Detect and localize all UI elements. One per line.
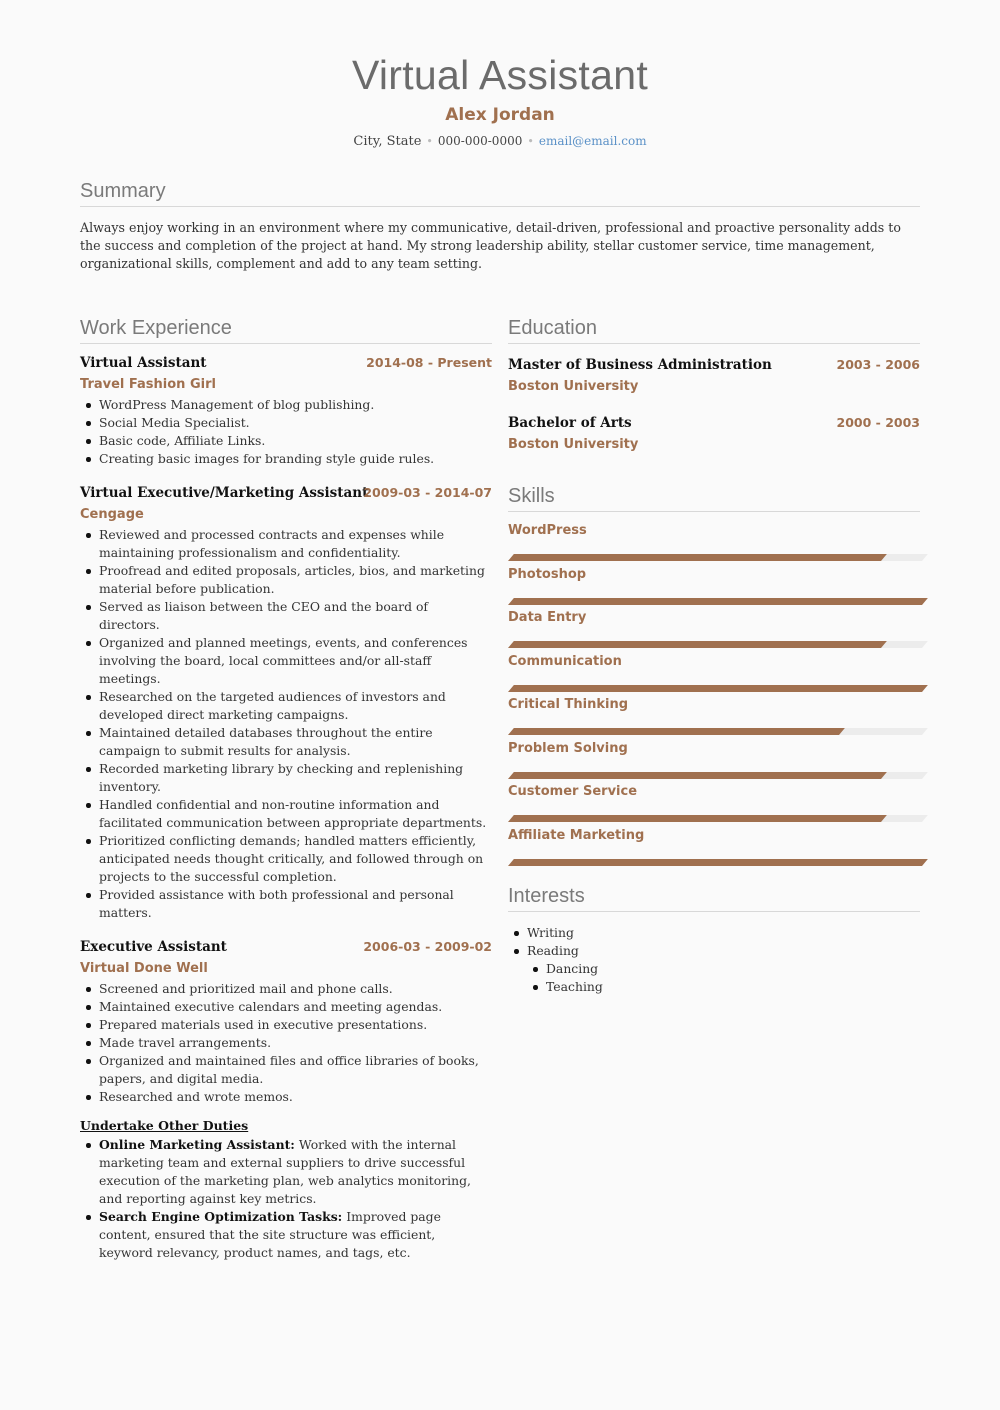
skill-entry — [508, 738, 920, 782]
job-bullet: Provided assistance with both professional and personal matters. — [99, 886, 492, 922]
summary-text: Always enjoy working in an environment where my communicative, detail-driven, professional and proactive personality adds to the success and completion of the project at hand. My strong leadership ability, stellar customer service, time management, organizational skills, complement and add to any team setting. — [80, 220, 901, 271]
company-name: Cengage — [80, 507, 144, 522]
interests-heading: Interests — [508, 884, 920, 912]
job-bullets — [80, 396, 492, 468]
other-duty-text: Improved page content, ensured that the site structure was efficient, keyword relevancy, product names, and tags, etc. — [99, 1209, 441, 1260]
education-entry — [508, 412, 920, 470]
job-bullet: Social Media Specialist. — [99, 414, 492, 432]
job-bullet: Maintained executive calendars and meeting agendas. — [99, 998, 492, 1016]
skill-entry — [508, 564, 920, 608]
job-bullets — [80, 526, 492, 922]
job-entry — [80, 352, 492, 468]
job-dates: 2009-03 - 2014-07 — [363, 485, 492, 500]
work-experience-section — [80, 352, 492, 1262]
skill-entry — [508, 607, 920, 651]
email-link[interactable]: email@email.com — [538, 134, 647, 148]
skill-name: Communication — [508, 653, 622, 669]
skill-entry — [508, 694, 920, 738]
interests-column-1 — [508, 924, 711, 960]
skills-section — [508, 520, 920, 868]
skill-bar-track — [508, 598, 928, 605]
job-bullet: Organized and planned meetings, events, and conferences involving the board, local committees and/or all-staff meetings. — [99, 634, 492, 688]
skill-bar-track — [508, 815, 928, 822]
skill-bar-track — [508, 728, 928, 735]
skill-name: WordPress — [508, 523, 587, 538]
job-title: Virtual Assistant — [80, 355, 207, 371]
job-bullet: Researched and wrote memos. — [99, 1088, 492, 1106]
degree-name: Master of Business Administration — [508, 357, 772, 373]
education-heading: Education — [508, 316, 920, 344]
other-duty-label: Search Engine Optimization Tasks: — [99, 1209, 343, 1224]
skill-bar-track — [508, 554, 928, 561]
skill-name: Critical Thinking — [508, 697, 629, 712]
other-duty-item — [99, 1208, 492, 1262]
interests-column-2 — [527, 960, 730, 996]
job-entry — [80, 936, 492, 1106]
job-bullet: Prepared materials used in executive presentations. — [99, 1016, 492, 1034]
education-section — [508, 354, 920, 470]
skill-bar-fill — [508, 641, 886, 648]
job-bullet: Creating basic images for branding style guide rules. — [99, 450, 492, 468]
skill-entry — [508, 781, 920, 825]
school-name: Boston University — [508, 379, 639, 394]
separator-dot: • — [527, 135, 534, 148]
summary-heading: Summary — [80, 179, 920, 207]
skill-bar-fill — [508, 685, 928, 692]
other-duties-list — [80, 1136, 492, 1262]
job-bullet: Basic code, Affiliate Links. — [99, 432, 492, 450]
person-name: Alex Jordan — [445, 105, 555, 125]
education-entry — [508, 354, 920, 412]
skill-bar-fill — [508, 815, 886, 822]
skill-bar-fill — [508, 554, 886, 561]
job-bullet: Screened and prioritized mail and phone calls. — [99, 980, 492, 998]
skill-bar-track — [508, 641, 928, 648]
interest-item: Reading — [527, 942, 711, 960]
skill-bar-track — [508, 685, 928, 692]
job-list — [80, 352, 492, 1106]
interest-item: Dancing — [546, 960, 730, 978]
job-bullet: Served as liaison between the CEO and the board of directors. — [99, 598, 492, 634]
skill-name: Problem Solving — [508, 740, 628, 756]
education-dates: 2003 - 2006 — [836, 357, 920, 372]
job-dates: 2014-08 - Present — [366, 355, 492, 370]
other-duty-item — [99, 1136, 492, 1208]
job-header — [80, 352, 492, 374]
interest-item: Teaching — [546, 978, 730, 996]
company-name: Travel Fashion Girl — [80, 377, 216, 392]
job-bullet: Proofread and edited proposals, articles, bios, and marketing material before publication. — [99, 562, 492, 598]
job-header — [80, 482, 492, 504]
skill-bar-fill — [508, 859, 928, 866]
skill-bar-track — [508, 772, 928, 779]
other-duty-label: Online Marketing Assistant: — [99, 1137, 295, 1152]
skill-entry — [508, 651, 920, 695]
job-header — [80, 936, 492, 958]
interests-section — [508, 924, 920, 996]
job-dates: 2006-03 - 2009-02 — [363, 939, 492, 954]
job-bullet: Researched on the targeted audiences of investors and developed direct marketing campaigns. — [99, 688, 492, 724]
phone-text: 000-000-0000 — [437, 134, 523, 148]
job-bullets — [80, 980, 492, 1106]
skill-entry — [508, 825, 920, 869]
resume-header — [0, 52, 1000, 151]
skill-bar-fill — [508, 728, 845, 735]
contact-line — [0, 132, 1000, 151]
job-bullet: Made travel arrangements. — [99, 1034, 492, 1052]
skill-bar-fill — [508, 598, 928, 605]
other-duties-heading: Undertake Other Duties — [80, 1118, 249, 1133]
skill-bar-track — [508, 859, 928, 866]
job-title: Virtual Executive/Marketing Assistant — [80, 485, 369, 501]
job-bullet: WordPress Management of blog publishing. — [99, 396, 492, 414]
other-duty-text: Worked with the internal marketing team and external suppliers to drive successful execution of the marketing plan, web analytics monitoring, and reporting against key metrics. — [99, 1137, 471, 1206]
skill-name: Photoshop — [508, 566, 587, 582]
job-bullet: Maintained detailed databases throughout the entire campaign to submit results for analysis. — [99, 724, 492, 760]
job-bullet: Organized and maintained files and office libraries of books, papers, and digital media. — [99, 1052, 492, 1088]
location-text: City, State — [353, 134, 422, 149]
skill-name: Affiliate Marketing — [508, 827, 645, 843]
resume-title: Virtual Assistant — [351, 52, 649, 98]
education-dates: 2000 - 2003 — [836, 415, 920, 430]
job-bullet: Reviewed and processed contracts and expenses while maintaining professionalism and confidentiality. — [99, 526, 492, 562]
job-entry — [80, 482, 492, 922]
skill-entry — [508, 520, 920, 564]
job-bullet: Prioritized conflicting demands; handled matters efficiently, anticipated needs thought critically, and followed through on projects to the successful completion. — [99, 832, 492, 886]
separator-dot: • — [426, 135, 433, 148]
interest-item: Writing — [527, 924, 711, 942]
school-name: Boston University — [508, 437, 639, 452]
degree-name: Bachelor of Arts — [508, 415, 632, 431]
job-bullet: Handled confidential and non-routine information and facilitated communication between appropriate departments. — [99, 796, 492, 832]
work-experience-heading: Work Experience — [80, 316, 492, 344]
skill-name: Customer Service — [508, 784, 638, 799]
company-name: Virtual Done Well — [80, 961, 208, 976]
job-title: Executive Assistant — [80, 939, 227, 955]
skill-name: Data Entry — [508, 610, 587, 625]
skills-heading: Skills — [508, 484, 920, 512]
skill-bar-fill — [508, 772, 886, 779]
job-bullet: Recorded marketing library by checking and replenishing inventory. — [99, 760, 492, 796]
